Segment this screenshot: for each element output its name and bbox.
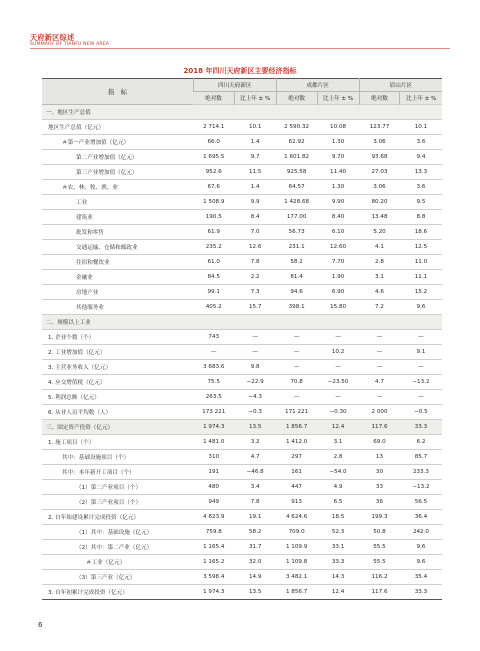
absolute-value-cell: 1 165.2 [193,555,234,570]
change-value-cell: −0.30 [317,405,359,420]
absolute-value-cell: — [276,360,317,375]
change-header: 比上年 ± % [317,92,359,105]
change-value-cell [400,315,442,330]
absolute-value-cell: 177.00 [276,210,317,225]
change-header: 比上年 ± % [234,92,276,105]
table-row [42,465,442,480]
change-value-cell: 33.3 [400,585,442,600]
absolute-value-cell: 949 [193,495,234,510]
absolute-value-cell: 709.0 [276,525,317,540]
absolute-value-cell: 2 714.1 [193,120,234,135]
table-section-row [42,315,442,330]
row-label: （2）其中：第二产业（亿元） [42,540,193,555]
absolute-value-cell: 64.57 [276,180,317,195]
change-value-cell: 33.3 [317,555,359,570]
absolute-value-cell: — [276,390,317,405]
change-value-cell: 32.0 [234,555,276,570]
table-row [42,570,442,585]
change-value-cell: — [317,330,359,345]
absolute-value-cell: 1 856.7 [276,585,317,600]
change-value-cell: 10.08 [317,120,359,135]
change-value-cell: 9.8 [234,360,276,375]
change-value-cell: — [317,360,359,375]
change-value-cell: 10.1 [400,120,442,135]
absolute-value-cell: 3 482.1 [276,570,317,585]
absolute-value-cell: 61.0 [193,255,234,270]
change-value-cell: 1.30 [317,180,359,195]
table-row [42,135,442,150]
change-value-cell: −0.5 [400,405,442,420]
change-value-cell: 1.4 [234,180,276,195]
absolute-value-cell: 4.7 [359,375,400,390]
table-row [42,525,442,540]
absolute-value-cell: 3.06 [359,180,400,195]
table-row [42,360,442,375]
row-label: （3）第三产业（亿元） [42,570,193,585]
absolute-value-cell: 310 [193,450,234,465]
absolute-value-cell: 3.06 [359,135,400,150]
absolute-value-cell: 13 [359,450,400,465]
row-label: 地区生产总值（亿元） [42,120,193,135]
change-value-cell: 10.1 [234,120,276,135]
change-value-cell: 12.60 [317,240,359,255]
absolute-value-cell: 2 000 [359,405,400,420]
absolute-header: 绝对数 [193,92,234,105]
change-value-cell: 10.2 [317,345,359,360]
absolute-value-cell: 480 [193,480,234,495]
absolute-value-cell: 4 823.9 [193,510,234,525]
change-value-cell: 9.6 [400,300,442,315]
row-label: 1. 企业个数（个） [42,330,193,345]
absolute-value-cell: — [359,345,400,360]
absolute-value-cell: 263.5 [193,390,234,405]
absolute-value-cell: 7.2 [359,300,400,315]
row-label: 一、地区生产总值 [42,105,193,120]
absolute-value-cell: 231.1 [276,240,317,255]
absolute-value-cell: 69.0 [359,435,400,450]
change-value-cell: 35.4 [400,570,442,585]
absolute-header: 绝对数 [359,92,400,105]
absolute-value-cell: 1 165.4 [193,540,234,555]
header-brand [30,34,450,48]
change-value-cell: 31.7 [234,540,276,555]
absolute-value-cell: 123.77 [359,120,400,135]
absolute-value-cell: 4 624.6 [276,510,317,525]
absolute-value-cell: 2 590.32 [276,120,317,135]
change-value-cell: 7.0 [234,225,276,240]
change-value-cell: 36.4 [400,510,442,525]
change-value-cell: 18.5 [317,510,359,525]
absolute-value-cell: 56.73 [276,225,317,240]
table-body [42,105,442,600]
row-label: 5. 利润总额（亿元） [42,390,193,405]
change-value-cell [234,315,276,330]
change-value-cell: 8.8 [400,210,442,225]
change-value-cell: 14.9 [234,570,276,585]
table-row [42,330,442,345]
row-label: （1）其中：基础设施（亿元） [42,525,193,540]
absolute-value-cell: 1 601.82 [276,150,317,165]
absolute-value-cell: 405.2 [193,300,234,315]
row-label: 第三产业增加值（亿元） [42,165,193,180]
table-row [42,495,442,510]
change-value-cell: 6.10 [317,225,359,240]
change-value-cell: 12.5 [400,240,442,255]
absolute-value-cell: 58.2 [276,255,317,270]
change-value-cell: 11.0 [400,255,442,270]
table-row [42,510,442,525]
absolute-value-cell: 75.5 [193,375,234,390]
absolute-value-cell: — [359,330,400,345]
change-value-cell [317,315,359,330]
table-row [42,345,442,360]
absolute-value-cell: 161 [276,465,317,480]
change-value-cell: −0.3 [234,405,276,420]
change-value-cell: −13.2 [400,480,442,495]
absolute-value-cell: 117.6 [359,420,400,435]
change-value-cell: — [317,390,359,405]
absolute-value-cell: 4.6 [359,285,400,300]
absolute-value-cell: 1 974.3 [193,585,234,600]
absolute-value-cell [276,105,317,120]
table-section-row [42,105,442,120]
change-value-cell: 33.1 [317,540,359,555]
absolute-value-cell: 1 856.7 [276,420,317,435]
absolute-value-cell: 759.8 [193,525,234,540]
absolute-value-cell: 117.6 [359,585,400,600]
absolute-value-cell: 3 598.4 [193,570,234,585]
change-value-cell: −4.3 [234,390,276,405]
table-row [42,240,442,255]
row-label: 4. 应交增值税（亿元） [42,375,193,390]
row-label: 工业 [42,195,193,210]
absolute-value-cell: 13.48 [359,210,400,225]
table-row [42,375,442,390]
change-value-cell: 7.70 [317,255,359,270]
change-value-cell: 9.90 [317,195,359,210]
change-value-cell: 233.3 [400,465,442,480]
absolute-value-cell: 1 428.68 [276,195,317,210]
change-value-cell: 12.4 [317,585,359,600]
row-label: 第二产业增加值（亿元） [42,150,193,165]
absolute-value-cell: 55.5 [359,540,400,555]
change-value-cell: −13.2 [400,375,442,390]
row-label: 三、固定资产投资（亿元） [42,420,193,435]
row-label: 其中：基础设施项目（个） [42,450,193,465]
table-title: 2018 年四川天府新区主要经济指标 [183,67,297,75]
change-value-cell: 9.9 [234,195,276,210]
change-value-cell: 2.8 [317,450,359,465]
row-label: ＃工业（亿元） [42,555,193,570]
change-value-cell: 13.5 [234,585,276,600]
absolute-value-cell [359,105,400,120]
row-label: （1）第二产业项目（个） [42,480,193,495]
table-row [42,300,442,315]
absolute-value-cell: 1 508.9 [193,195,234,210]
change-value-cell: 7.3 [234,285,276,300]
change-value-cell: 8.4 [234,210,276,225]
absolute-value-cell: 190.5 [193,210,234,225]
table-row [42,585,442,600]
row-label: 其中：本年新开工项目（个） [42,465,193,480]
row-label: 1. 施工项目（个） [42,435,193,450]
table-row [42,540,442,555]
absolute-value-cell: 173 221 [193,405,234,420]
absolute-value-cell: 84.5 [193,270,234,285]
absolute-value-cell: 61.9 [193,225,234,240]
absolute-value-cell: 116.2 [359,570,400,585]
absolute-value-cell: 27.03 [359,165,400,180]
change-value-cell: — [234,330,276,345]
absolute-value-cell: 1 109.8 [276,555,317,570]
table-row [42,285,442,300]
table-row [42,555,442,570]
change-value-cell [400,105,442,120]
table-row [42,210,442,225]
change-value-cell [234,105,276,120]
absolute-value-cell: 743 [193,330,234,345]
row-label: 交通运输、仓储和邮政业 [42,240,193,255]
absolute-value-cell [276,315,317,330]
change-value-cell: — [400,360,442,375]
absolute-value-cell: — [193,345,234,360]
absolute-value-cell: 50.8 [359,525,400,540]
absolute-value-cell: 297 [276,450,317,465]
change-value-cell: 11.40 [317,165,359,180]
change-value-cell: 1.90 [317,270,359,285]
change-value-cell: −23.50 [317,375,359,390]
absolute-value-cell: 3 683.6 [193,360,234,375]
change-value-cell: 15.7 [234,300,276,315]
change-value-cell: 1.30 [317,135,359,150]
change-value-cell: 11.5 [234,165,276,180]
row-label: 其他服务业 [42,300,193,315]
row-label: 2. 工业增加值（亿元） [42,345,193,360]
table-row [42,165,442,180]
region-header: 四川天府新区 [193,79,276,92]
absolute-value-cell: 925.58 [276,165,317,180]
change-value-cell: 9.70 [317,150,359,165]
absolute-value-cell: 94.6 [276,285,317,300]
change-value-cell: 7.8 [234,495,276,510]
change-value-cell: 8.40 [317,210,359,225]
change-value-cell: 4.9 [317,480,359,495]
change-value-cell: 9.5 [400,195,442,210]
absolute-value-cell: 1 695.5 [193,150,234,165]
change-value-cell: −46.8 [234,465,276,480]
change-value-cell: 15.2 [400,285,442,300]
table-row [42,180,442,195]
absolute-value-cell: 2.8 [359,255,400,270]
absolute-value-cell [359,315,400,330]
absolute-value-cell: 3.1 [359,270,400,285]
change-value-cell: 9.7 [234,150,276,165]
change-value-cell: — [400,390,442,405]
change-value-cell [317,105,359,120]
change-value-cell: 12.6 [234,240,276,255]
change-value-cell: 6.5 [317,495,359,510]
absolute-value-cell: 81.4 [276,270,317,285]
change-value-cell: 13.3 [400,165,442,180]
absolute-value-cell: 36 [359,495,400,510]
header-divider [30,48,450,49]
absolute-value-cell: — [359,390,400,405]
absolute-value-cell: 66.0 [193,135,234,150]
change-value-cell: 9.4 [400,150,442,165]
page-number: 6 [38,621,43,629]
table-row [42,270,442,285]
absolute-value-cell: 235.2 [193,240,234,255]
row-label: ＃农、林、牧、渔、业 [42,180,193,195]
table-row [42,195,442,210]
absolute-value-cell: 93.68 [359,150,400,165]
change-value-cell: 9.6 [400,540,442,555]
row-label: 住宿和餐饮业 [42,255,193,270]
absolute-value-cell: 171 221 [276,405,317,420]
change-value-cell: 242.0 [400,525,442,540]
region-header: 成都片区 [276,79,359,92]
change-value-cell: 85.7 [400,450,442,465]
absolute-value-cell: — [359,360,400,375]
row-label: 房地产业 [42,285,193,300]
change-value-cell: 1.4 [234,135,276,150]
change-value-cell: 13.5 [234,420,276,435]
change-value-cell: 4.7 [234,450,276,465]
absolute-value-cell: 447 [276,480,317,495]
change-value-cell: 58.2 [234,525,276,540]
row-label: ＃第一产业增加值（亿元） [42,135,193,150]
absolute-value-cell: 99.1 [193,285,234,300]
absolute-value-cell: 70.8 [276,375,317,390]
absolute-value-cell: 30 [359,465,400,480]
change-header: 比上年 ± % [400,92,442,105]
absolute-value-cell: 80.20 [359,195,400,210]
table-section-row [42,420,442,435]
absolute-header: 绝对数 [276,92,317,105]
change-value-cell: 2.2 [234,270,276,285]
change-value-cell: 7.8 [234,255,276,270]
change-value-cell: 3.6 [400,180,442,195]
brand-title: 天府新区综述 [30,33,75,42]
absolute-value-cell: — [276,345,317,360]
table-row [42,405,442,420]
row-label: （2）第三产业项目（个） [42,495,193,510]
row-label: 3. 主营业务收入（亿元） [42,360,193,375]
absolute-value-cell: 191 [193,465,234,480]
table-row [42,120,442,135]
table-row [42,450,442,465]
absolute-value-cell: 199.3 [359,510,400,525]
row-label: 批发和零售 [42,225,193,240]
table-row [42,390,442,405]
absolute-value-cell [193,315,234,330]
change-value-cell: 56.5 [400,495,442,510]
change-value-cell: — [234,345,276,360]
row-label: 建筑业 [42,210,193,225]
change-value-cell: 14.3 [317,570,359,585]
absolute-value-cell: 4.1 [359,240,400,255]
change-value-cell: 9.1 [400,345,442,360]
change-value-cell: 11.1 [400,270,442,285]
absolute-value-cell: 62.92 [276,135,317,150]
row-label: 3. 自年初累计完成投资（亿元） [42,585,193,600]
change-value-cell: 52.3 [317,525,359,540]
change-value-cell: 3.6 [400,135,442,150]
change-value-cell: 15.80 [317,300,359,315]
change-value-cell: 3.4 [234,480,276,495]
absolute-value-cell: 5.20 [359,225,400,240]
change-value-cell: — [400,330,442,345]
absolute-value-cell: 55.5 [359,555,400,570]
row-label: 金融业 [42,270,193,285]
absolute-value-cell: 913 [276,495,317,510]
change-value-cell: −54.0 [317,465,359,480]
absolute-value-cell: 1 412.0 [276,435,317,450]
change-value-cell: 3.1 [317,435,359,450]
region-header: 眉山片区 [359,79,442,92]
absolute-value-cell: 33 [359,480,400,495]
absolute-value-cell: — [276,330,317,345]
change-value-cell: 18.6 [400,225,442,240]
change-value-cell: 9.6 [400,555,442,570]
change-value-cell: 3.2 [234,435,276,450]
absolute-value-cell: 1 109.9 [276,540,317,555]
change-value-cell: 6.2 [400,435,442,450]
table-row [42,255,442,270]
change-value-cell: 19.1 [234,510,276,525]
indicator-header: 指 标 [42,79,193,105]
absolute-value-cell: 67.6 [193,180,234,195]
change-value-cell: 12.4 [317,420,359,435]
absolute-value-cell: 952.6 [193,165,234,180]
row-label: 6. 从业人员平均数（人） [42,405,193,420]
change-value-cell: 6.90 [317,285,359,300]
change-value-cell: 33.3 [400,420,442,435]
row-label: 2. 自年始建设累计完成投资（亿元） [42,510,193,525]
table-row [42,435,442,450]
economic-indicators-table [42,78,442,600]
absolute-value-cell: 1 974.3 [193,420,234,435]
absolute-value-cell: 1 481.0 [193,435,234,450]
absolute-value-cell: 398.1 [276,300,317,315]
row-label: 二、规模以上工业 [42,315,193,330]
table-row [42,480,442,495]
absolute-value-cell [193,105,234,120]
table-row [42,225,442,240]
brand-subtitle: SUMMARY OF TIANFU NEW AREA [30,42,110,47]
change-value-cell: −22.9 [234,375,276,390]
table-row [42,150,442,165]
